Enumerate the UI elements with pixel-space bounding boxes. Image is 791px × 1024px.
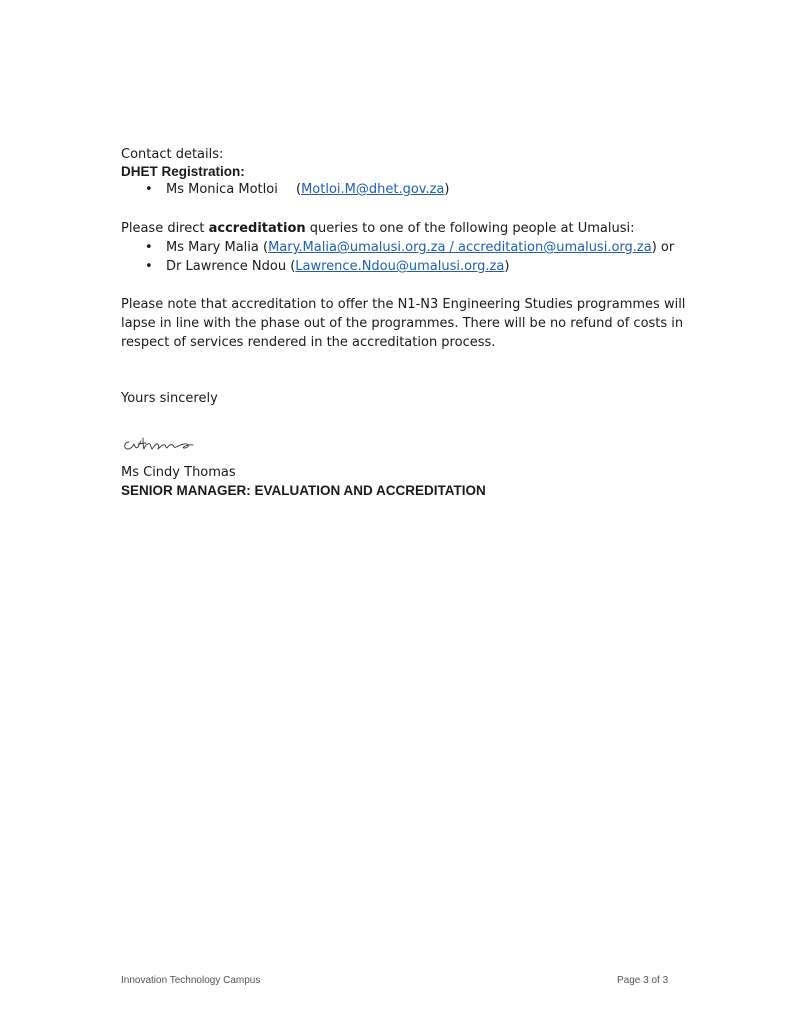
intro-bold-word: accreditation — [208, 221, 306, 236]
contact-2-email-link[interactable]: Lawrence.Ndou@umalusi.org.za — [295, 259, 505, 274]
signatory-name: Ms Cindy Thomas — [121, 465, 236, 480]
bullet-icon: • — [145, 240, 153, 255]
accreditation-intro — [121, 220, 635, 237]
contact-2-name: Dr Lawrence Ndou ( — [166, 259, 296, 274]
intro-text-end: queries to one of the following people at Umalusi: — [305, 221, 635, 236]
contact-1-name: Ms Mary Malia ( — [166, 240, 269, 255]
dhet-registration-label: DHET Registration: — [121, 164, 245, 179]
contact-heading: Contact details: — [121, 147, 224, 162]
note-line-1: Please note that accreditation to offer the N1-N3 Engineering Studies programmes will — [121, 297, 686, 312]
note-line-3: respect of services rendered in the accreditation process. — [121, 335, 496, 350]
bullet-icon: • — [145, 182, 153, 197]
dhet-contact-name: Ms Monica Motloi — [166, 182, 278, 197]
contact-1-email-link[interactable]: Mary.Malia@umalusi.org.za / accreditation@umalusi.org.za — [268, 240, 652, 255]
note-line-2: lapse in line with the phase out of the programmes. There will be no refund of costs in — [121, 316, 684, 331]
bullet-icon: • — [145, 259, 153, 274]
accreditation-contact-2 — [166, 258, 509, 275]
dhet-email-link[interactable]: Motloi.M@dhet.gov.za — [301, 182, 445, 197]
intro-text-start: Please direct — [121, 221, 209, 236]
footer-page-number: Page 3 of 3 — [617, 975, 669, 986]
salutation: Yours sincerely — [121, 391, 218, 406]
accreditation-contact-1 — [166, 239, 674, 256]
signatory-title: SENIOR MANAGER: EVALUATION AND ACCREDITATION — [121, 483, 486, 498]
signature-image — [121, 430, 201, 452]
footer-left: Innovation Technology Campus — [121, 975, 261, 986]
dhet-contact-email-wrapper: (Motloi.M@dhet.gov.za) — [296, 182, 450, 197]
contact-1-suffix: ) or — [651, 240, 675, 255]
contact-2-suffix: ) — [504, 259, 510, 274]
